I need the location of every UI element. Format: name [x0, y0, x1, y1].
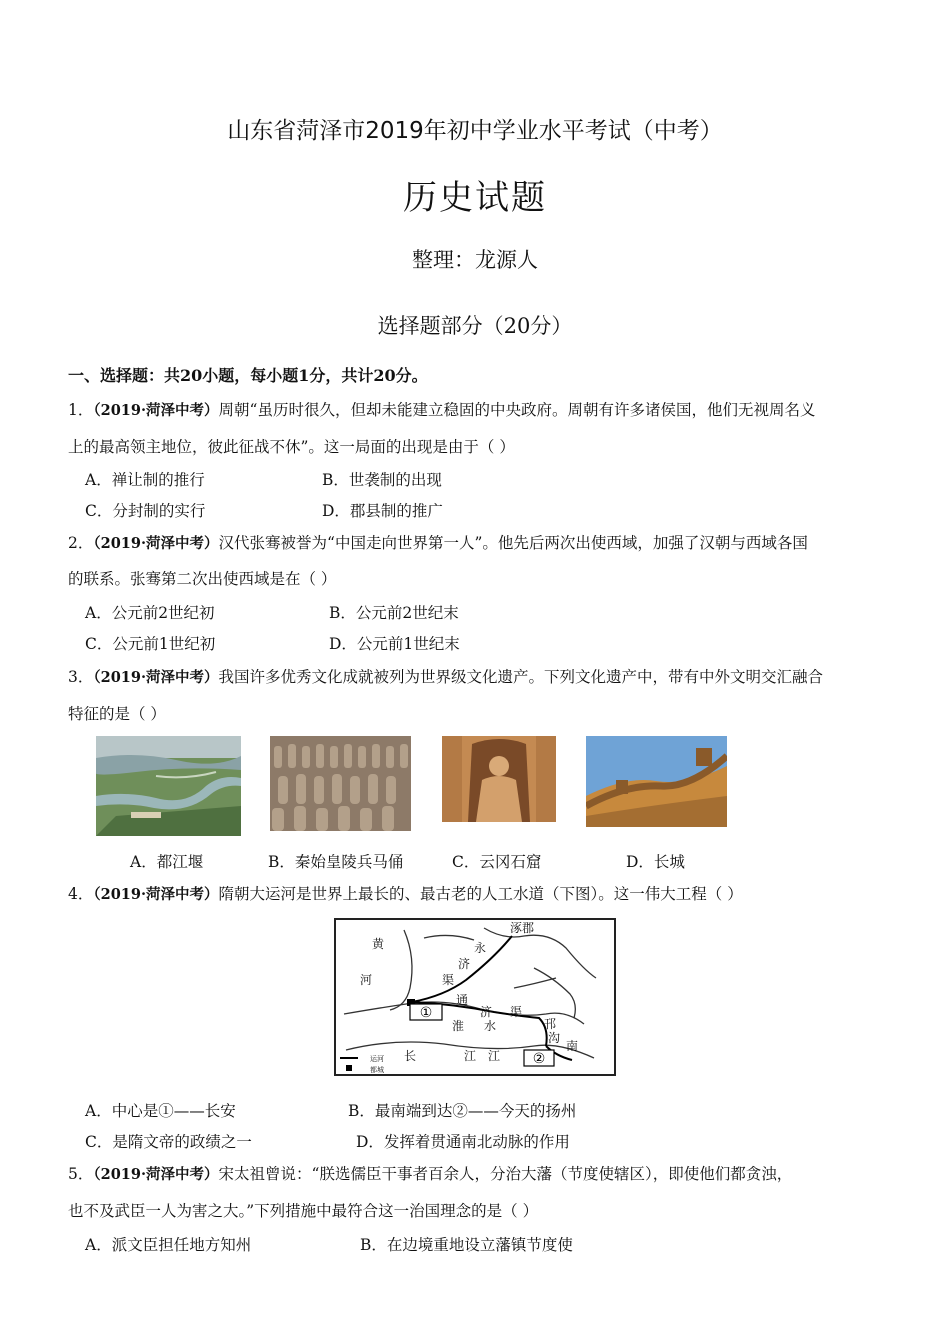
option-4b[interactable]: B．最南端到达②——今天的扬州	[348, 1102, 577, 1120]
option-2a[interactable]: A．公元前2世纪初	[85, 604, 215, 622]
question-1	[68, 400, 888, 421]
map-label: 济	[480, 1005, 493, 1019]
dujiangyan-photo	[96, 736, 241, 836]
question-4	[68, 884, 888, 905]
question-number: 1．	[68, 401, 94, 419]
map-marker-2: ②	[532, 1051, 546, 1067]
question-5-line-2: 也不及武臣一人为害之大。”下列措施中最符合这一治国理念的是（ ）	[68, 1202, 539, 1220]
caption-d[interactable]: D．长城	[626, 853, 685, 871]
map-label: 淮	[452, 1019, 465, 1033]
question-3	[68, 667, 888, 688]
map-label: 水	[484, 1019, 497, 1033]
question-number: 2．	[68, 534, 94, 552]
option-5b[interactable]: B．在边境重地设立藩镇节度使	[360, 1236, 573, 1254]
map-label-zhuojun: 涿郡	[510, 921, 535, 935]
option-4d[interactable]: D．发挥着贯通南北动脉的作用	[356, 1133, 570, 1151]
map-label: 河	[360, 973, 373, 987]
caption-a[interactable]: A．都江堰	[130, 853, 204, 871]
part-title: 选择题部分（20分）	[377, 314, 573, 338]
option-1a[interactable]: A．禅让制的推行	[85, 471, 205, 489]
option-1d[interactable]: D．郡县制的推广	[322, 502, 443, 520]
option-2d[interactable]: D．公元前1世纪末	[329, 635, 460, 653]
option-2b[interactable]: B．公元前2世纪末	[329, 604, 459, 622]
map-marker-1: ①	[419, 1005, 433, 1021]
grand-canal-map	[334, 918, 616, 1076]
question-source: （2019·菏泽中考）	[93, 402, 219, 419]
question-2	[68, 533, 888, 554]
question-number: 5．	[68, 1165, 94, 1183]
question-number: 3．	[68, 668, 94, 686]
map-label: 渠	[442, 973, 455, 987]
caption-c[interactable]: C．云冈石窟	[452, 853, 542, 871]
map-label: 江	[464, 1049, 477, 1063]
question-source: （2019·菏泽中考）	[93, 1166, 219, 1183]
question-5	[68, 1164, 888, 1185]
legend-capital: 都城	[370, 1066, 384, 1074]
question-3-line-2: 特征的是（ ）	[68, 705, 166, 723]
question-text: 周朝“虽历时很久，但却未能建立稳固的中央政府。周朝有许多诸侯国，他们无视周名义	[218, 401, 816, 419]
map-label: 沟	[548, 1031, 561, 1045]
map-label: 通	[456, 993, 469, 1007]
question-1-line-2: 上的最高领主地位，彼此征战不休”。这一局面的出现是由于（ ）	[68, 438, 515, 456]
map-label: 南	[566, 1039, 579, 1053]
terracotta-army-photo	[270, 736, 411, 831]
map-label: 江	[488, 1049, 501, 1063]
question-text: 汉代张骞被誉为“中国走向世界第一人”。他先后两次出使西域，加强了汉朝与西域各国	[218, 534, 808, 552]
map-label: 渠	[510, 1005, 523, 1019]
subject-title: 历史试题	[403, 178, 547, 218]
question-number: 4．	[68, 885, 94, 903]
option-1c[interactable]: C．分封制的实行	[85, 502, 206, 520]
question-text: 隋朝大运河是世界上最长的、最古老的人工水道（下图）。这一伟大工程（ ）	[218, 885, 743, 903]
section-heading: 一、选择题：共20小题，每小题1分，共计20分。	[68, 366, 428, 385]
option-4c[interactable]: C．是隋文帝的政绩之一	[85, 1133, 252, 1151]
map-label: 永	[474, 941, 487, 955]
great-wall-photo	[586, 736, 727, 827]
map-label: 黄	[372, 937, 385, 951]
map-label: 济	[458, 957, 471, 971]
caption-b[interactable]: B．秦始皇陵兵马俑	[268, 853, 404, 871]
map-label: 邗	[544, 1017, 557, 1031]
option-5a[interactable]: A．派文臣担任地方知州	[85, 1236, 252, 1254]
question-2-line-2: 的联系。张骞第二次出使西域是在（ ）	[68, 570, 337, 588]
map-label: 长	[404, 1049, 417, 1063]
exam-title-line: 山东省菏泽市2019年初中学业水平考试（中考）	[227, 118, 723, 144]
yungang-grottoes-photo	[442, 736, 556, 822]
question-source: （2019·菏泽中考）	[93, 669, 219, 686]
option-2c[interactable]: C．公元前1世纪初	[85, 635, 216, 653]
question-text: 宋太祖曾说：“朕选儒臣干事者百余人，分治大藩（节度使辖区），即使他们都贪浊，	[218, 1165, 793, 1183]
question-source: （2019·菏泽中考）	[93, 886, 219, 903]
editor-line: 整理：龙源人	[412, 248, 538, 272]
legend-canal: 运河	[370, 1055, 384, 1063]
question-text: 我国许多优秀文化成就被列为世界级文化遗产。下列文化遗产中，带有中外文明交汇融合	[218, 668, 824, 686]
question-source: （2019·菏泽中考）	[93, 535, 219, 552]
option-4a[interactable]: A．中心是①——长安	[85, 1102, 236, 1120]
option-1b[interactable]: B．世袭制的出现	[322, 471, 442, 489]
